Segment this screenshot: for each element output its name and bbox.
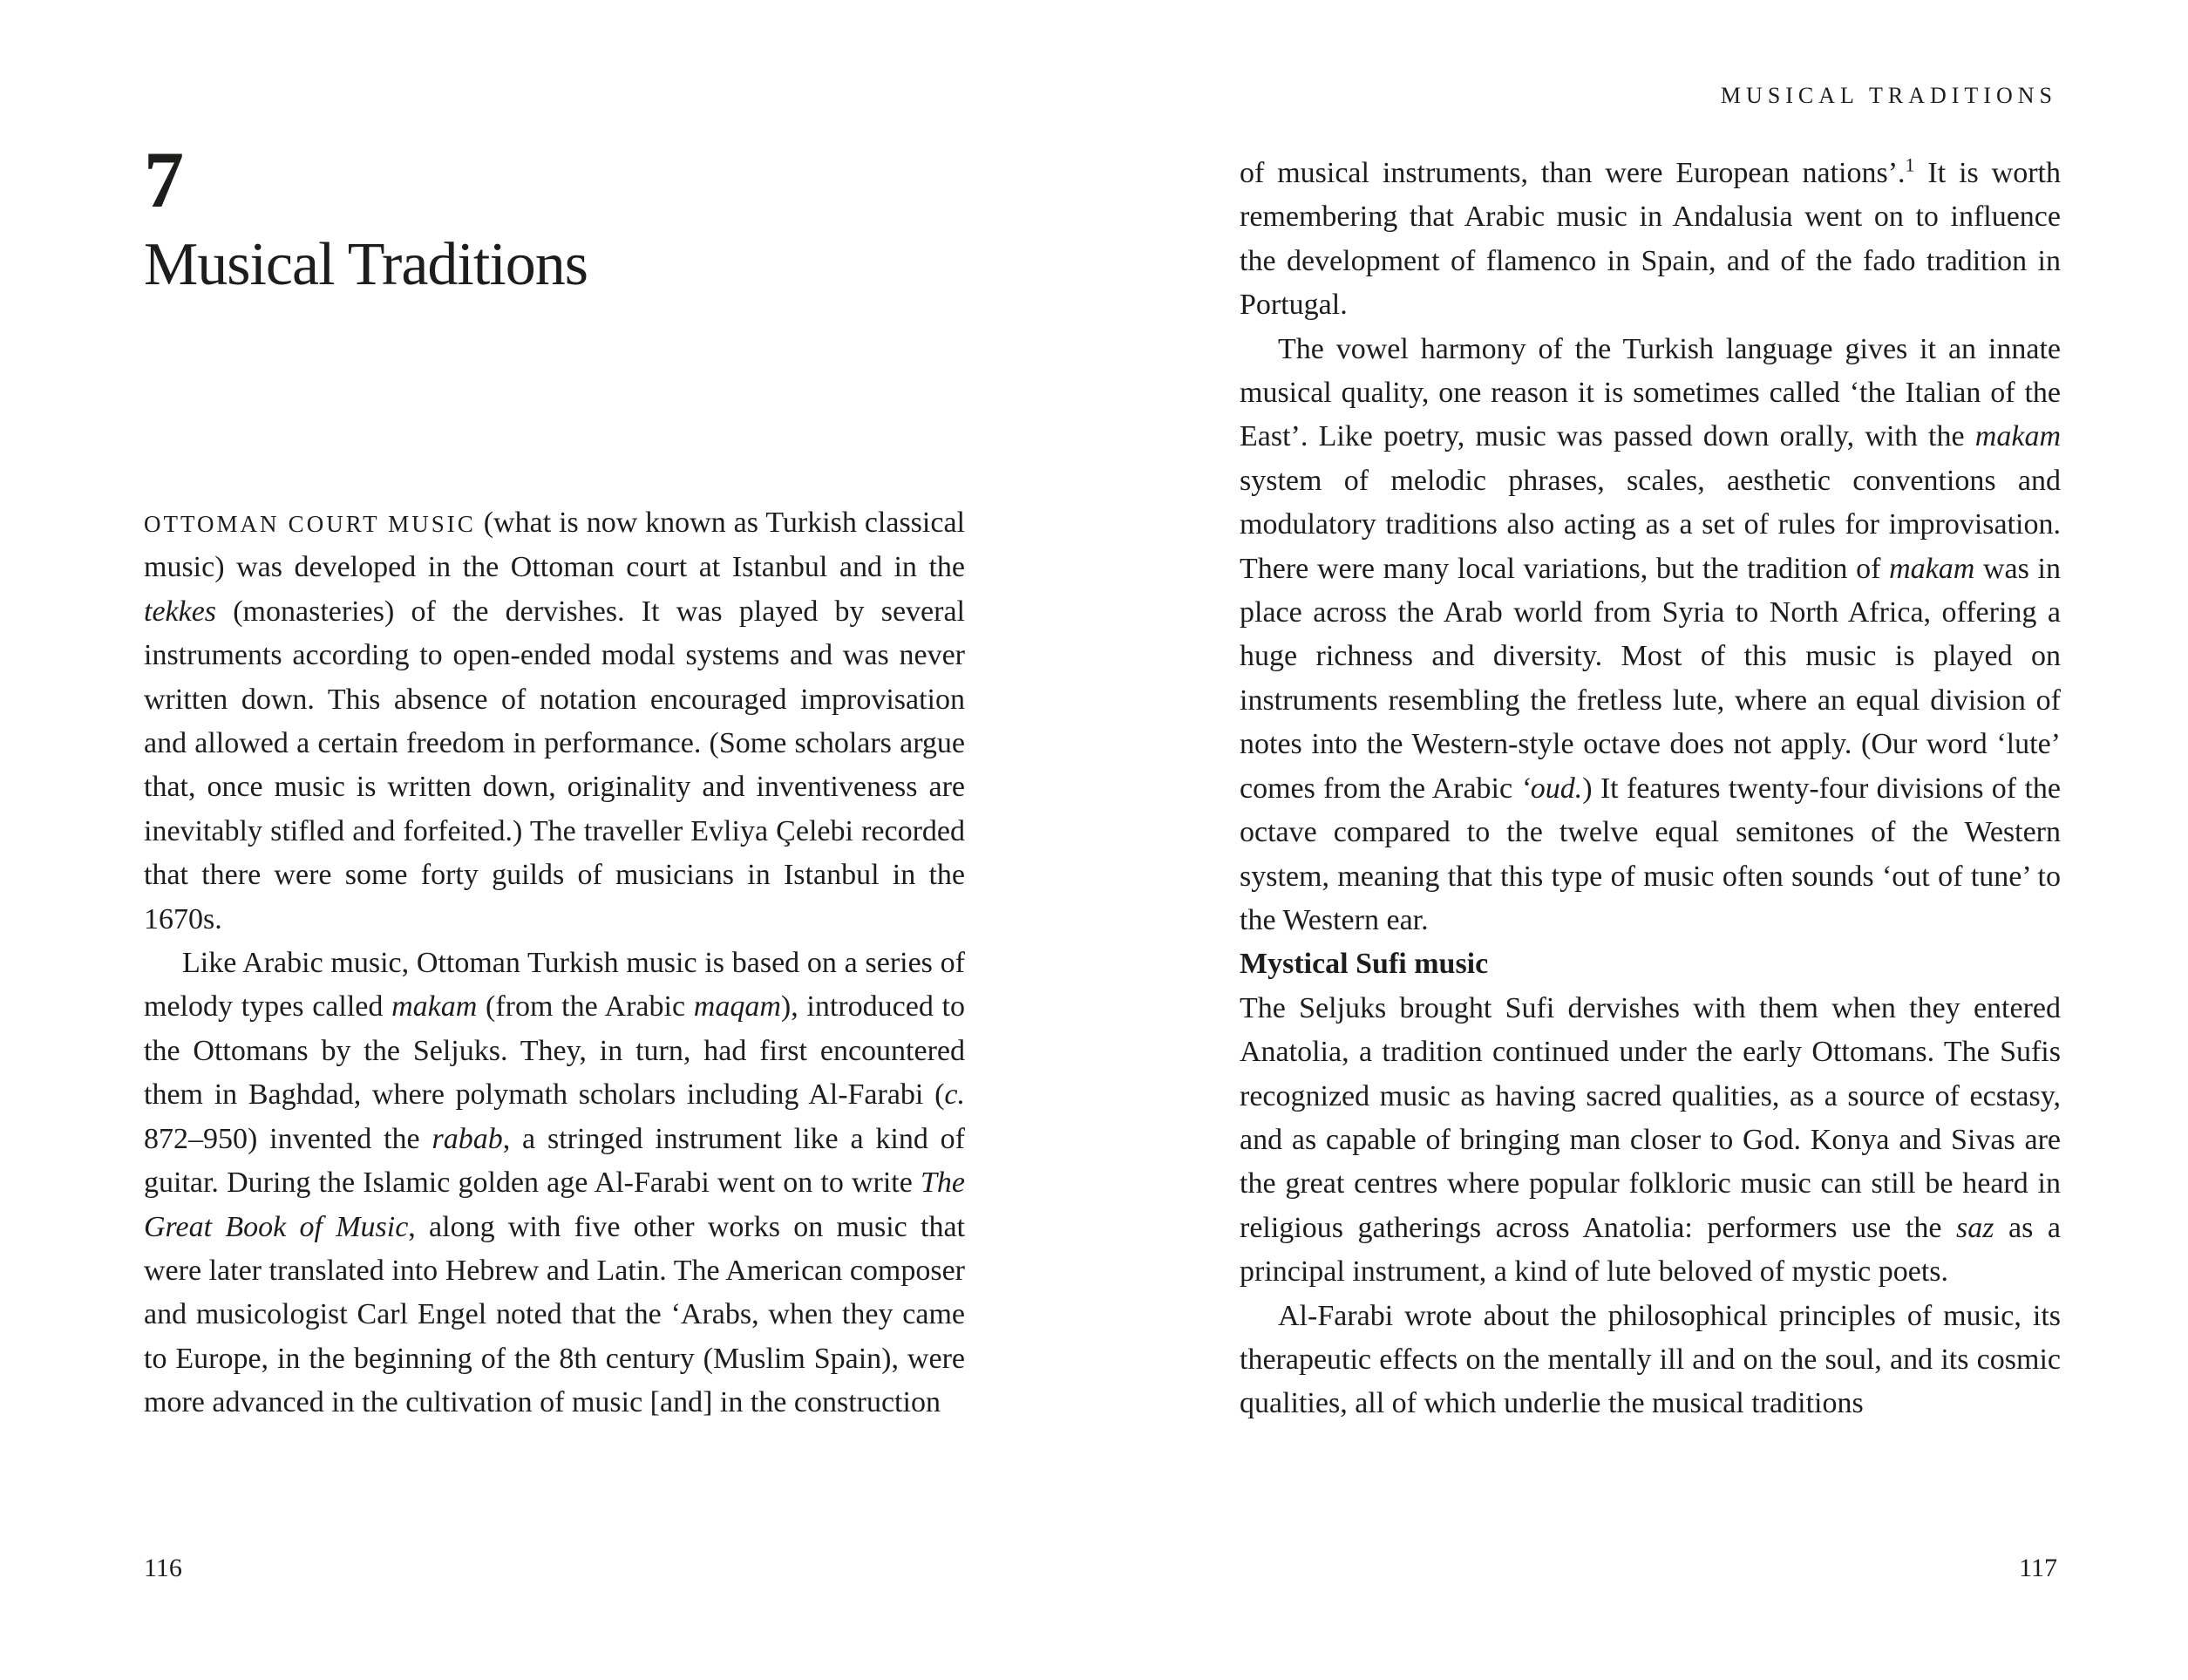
text-run: (from the Arabic (477, 990, 694, 1024)
text-run: as a principal instrument, a kind of lute beloved of mystic poets. (1240, 1211, 2061, 1289)
paragraph-ottoman-court-music (144, 501, 965, 942)
chapter-number: 7 (144, 135, 184, 224)
text-run: , a stringed instrument like a kind of guitar. During the Islamic golden age Al-Farabi went on to write (144, 1122, 965, 1200)
left-text-column (144, 501, 965, 1425)
text-run: 872–950) invented the (144, 1122, 432, 1155)
italic-term: rabab (431, 1122, 503, 1155)
text-run: system of melodic phrases, scales, aesthetic conventions and modulatory traditions also acting as a set of rules for improvisation. There were many local variations, but the tradition of (1240, 464, 2061, 585)
chapter-title: Musical Traditions (144, 231, 588, 298)
paragraph-continued (1240, 152, 2061, 328)
italic-term: c. (944, 1078, 965, 1112)
italic-book-title: The Great Book of Music (144, 1166, 965, 1243)
paragraph-vowel-harmony (1240, 328, 2061, 943)
italic-term: saz (1956, 1211, 1994, 1244)
paragraph-al-farabi (1240, 1295, 2061, 1426)
paragraph-makam-origins (144, 942, 965, 1425)
text-run: The Seljuks brought Sufi dervishes with them when they entered Anatolia, a tradition continued under the early Ottomans. The Sufis recognized music as having sacred qualities, as a source of ecstasy, and as capable of bringing man closer to God. Konya and Sivas are the great centres where popular folkloric music can still be heard in religious gatherings across Anatolia: performers use the (1240, 991, 2061, 1244)
text-run: Like Arabic music, Ottoman Turkish music is based on a series of melody types called (144, 947, 965, 1024)
italic-term: ‘oud. (1520, 772, 1583, 805)
page-number-right: 117 (2019, 1554, 2057, 1582)
text-run: was in place across the Arab world from Syria to North Africa, offering a huge richness and diversity. Most of this music is played on instruments resembling the fretless lute, where an equal division of notes into the Western-style octave does not apply. (Our word ‘lute’ comes from the Arabic (1240, 552, 2061, 805)
running-head: MUSICAL TRADITIONS (1720, 83, 2057, 108)
lead-in-smallcaps: OTTOMAN COURT MUSIC (144, 511, 476, 537)
footnote-marker: 1 (1905, 153, 1915, 176)
right-text-column (1240, 152, 2061, 1426)
paragraph-sufi (1240, 987, 2061, 1295)
italic-term: makam (391, 990, 478, 1024)
text-run: ) It features twenty-four divisions of the octave compared to the twelve equal semitones of the Western system, meaning that this type of music often sounds ‘out of tune’ to the Western ear. (1240, 772, 2061, 936)
text-run: of musical instruments, than were European nations’. (1240, 157, 1906, 189)
text-run: ), introduced to the Ottomans by the Seljuks. They, in turn, had first encountered them in Baghdad, where polymath scholars including Al-Farabi ( (144, 990, 966, 1112)
italic-term: makam (1889, 552, 1975, 585)
text-run: (monasteries) of the dervishes. It was played by several instruments according to open-ended modal systems and was never written down. This absence of notation encouraged improvisation and allowed a certain freedom in performance. (Some scholars argue that, once music is written down, originality and inventiveness are inevitably stifled and forfeited.) The traveller Evliya Çelebi recorded that there were some forty guilds of musicians in Istanbul in the 1670s. (144, 595, 965, 935)
italic-term: tekkes (144, 595, 217, 628)
page-number-left: 116 (144, 1554, 182, 1582)
italic-term: maqam (693, 990, 781, 1024)
text-run: , along with five other works on music that were later translated into Hebrew and Latin. The American composer and musicologist Carl Engel noted that the ‘Arabs, when they came to Europe, in the beginning of the 8th century (Muslim Spain), were more advanced in the cultivation of music [and] in the construction (144, 1210, 965, 1419)
text-run: Al-Farabi wrote about the philosophical principles of music, its therapeutic effects on the mentally ill and on the soul, and its cosmic qualities, all of which underlie the musical traditions (1240, 1299, 2061, 1420)
text-run: It is worth remembering that Arabic music in Andalusia went on to influence the development of flamenco in Spain, and of the fado tradition in Portugal. (1240, 157, 2061, 322)
text-run: (what is now known as Turkish classical music) was developed in the Ottoman court at Istanbul and in the (144, 507, 965, 584)
text-run: The vowel harmony of the Turkish language gives it an innate musical quality, one reason it is sometimes called ‘the Italian of the East’. Like poetry, music was passed down orally, with the (1240, 332, 2061, 453)
italic-term: makam (1974, 420, 2061, 453)
section-heading: Mystical Sufi music (1240, 948, 1489, 981)
right-page (1094, 0, 2188, 1680)
